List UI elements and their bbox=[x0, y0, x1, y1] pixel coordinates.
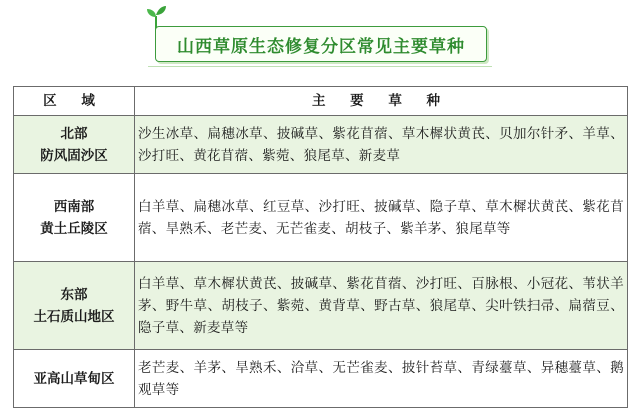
species-cell: 白羊草、草木樨状黄芪、披碱草、紫花苜蓿、沙打旺、百脉根、小冠花、苇状羊茅、野牛草、胡枝子、紫菀、黄背草、野古草、狼尾草、尖叶铁扫帚、扁蓿豆、隐子草、新麦草等 bbox=[135, 262, 628, 350]
table-row bbox=[14, 116, 628, 174]
table-header-row bbox=[14, 87, 628, 116]
species-cell: 沙生冰草、扁穗冰草、披碱草、紫花苜蓿、草木樨状黄芪、贝加尔针矛、羊草、沙打旺、黄花苜蓿、紫菀、狼尾草、新麦草 bbox=[135, 116, 628, 174]
region-cell bbox=[14, 262, 135, 350]
region-zone: 防风固沙区 bbox=[40, 147, 108, 164]
page-title: 山西草原生态修复分区常见主要草种 bbox=[177, 36, 465, 57]
region-name: 亚高山草甸区 bbox=[33, 370, 115, 387]
header-region: 区 域 bbox=[14, 87, 135, 116]
header-species: 主 要 草 种 bbox=[135, 87, 628, 116]
region-cell bbox=[14, 350, 135, 408]
table-row bbox=[14, 262, 628, 350]
table-row bbox=[14, 350, 628, 408]
species-cell: 老芒麦、羊茅、旱熟禾、洽草、无芒雀麦、披针苔草、青绿薹草、异穗薹草、鹅观草等 bbox=[135, 350, 628, 408]
region-name: 西南部 bbox=[53, 198, 95, 215]
region-zone: 黄土丘陵区 bbox=[40, 220, 108, 237]
region-cell bbox=[14, 116, 135, 174]
region-name: 北部 bbox=[60, 125, 88, 142]
species-cell: 白羊草、扁穗冰草、红豆草、沙打旺、披碱草、隐子草、草木樨状黄芪、紫花苜蓿、旱熟禾、老芒麦、无芒雀麦、胡枝子、紫羊茅、狼尾草等 bbox=[135, 174, 628, 262]
region-zone: 土石质山地区 bbox=[33, 308, 115, 325]
region-cell bbox=[14, 174, 135, 262]
table-row bbox=[14, 174, 628, 262]
region-name: 东部 bbox=[60, 286, 88, 303]
title-divider bbox=[148, 66, 492, 67]
title-box bbox=[155, 26, 487, 62]
grass-species-table bbox=[13, 86, 628, 408]
